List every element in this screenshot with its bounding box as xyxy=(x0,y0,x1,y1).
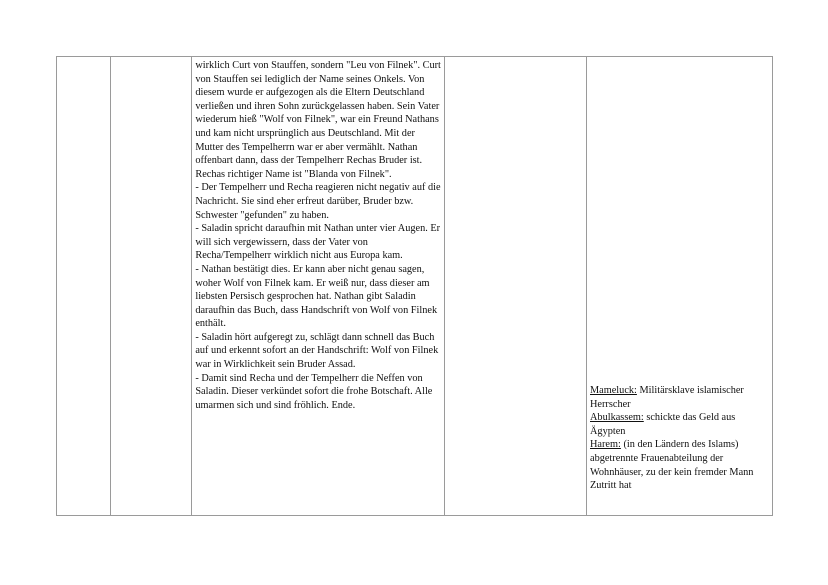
glossary-definition: schickte das Geld aus Ägypten xyxy=(590,412,736,437)
glossary-entry xyxy=(590,384,769,411)
summary-paragraph: wirklich Curt von Stauffen, sondern "Leu von Filnek". Curt von Stauffen sei lediglich der Name seines Onkels. Von diesem wurde er aufgezogen als die Eltern Deutschland verließen und ihren Sohn zurückgelassen haben. Sein Vater wiederum hieß "Wolf von Filnek", war ein Freund Nathans und kam nicht ursprünglich aus Deutschland. Mit der Mutter des Tempelherrn war er aber vermählt. Nathan offenbart dann, dass der Tempelherr Rechas Bruder ist. Rechas richtiger Name ist "Blanda von Filnek". xyxy=(195,60,441,180)
empty-cell-1 xyxy=(57,57,111,516)
glossary-term: Mameluck: xyxy=(590,385,637,396)
content-table xyxy=(56,56,773,516)
glossary-term: Abulkassem: xyxy=(590,412,644,424)
glossary-entry xyxy=(590,438,769,492)
summary-paragraph: - Nathan bestätigt dies. Er kann aber nicht genau sagen, woher Wolf von Filnek kam. Er weiß nur, dass dieser am liebsten Persisch gesprochen hat. Nathan gibt Saladin daraufhin das Buch, dass Handschrift von Wolf von Filnek enthält. xyxy=(195,263,438,330)
glossary-definition: Militärsklave islamischer Herrscher xyxy=(590,385,744,410)
glossary-cell xyxy=(587,57,773,516)
table-row xyxy=(57,57,773,516)
summary-paragraph: - Saladin spricht daraufhin mit Nathan unter vier Augen. Er will sich vergewissern, dass der Vater von Recha/Tempelherr wirklich nicht aus Europa kam. xyxy=(195,223,441,262)
glossary-definition: (in den Ländern des Islams) abgetrennte Frauenabteilung der Wohnhäuser, zu der kein fremder Mann Zutritt hat xyxy=(590,439,754,492)
plot-summary-cell xyxy=(192,57,445,516)
summary-paragraph: - Damit sind Recha und der Tempelherr die Neffen von Saladin. Dieser verkündet sofort die frohe Botschaft. Alle umarmen sich und sind fröhlich. Ende. xyxy=(195,372,433,411)
empty-cell-2 xyxy=(110,57,192,516)
glossary-term: Harem: xyxy=(590,439,621,451)
glossary-entry xyxy=(590,411,769,438)
empty-cell-4 xyxy=(445,57,587,516)
summary-paragraph: - Der Tempelherr und Recha reagieren nicht negativ auf die Nachricht. Sie sind eher erfreut darüber, Bruder bzw. Schwester "gefunden" zu haben. xyxy=(195,182,441,221)
glossary-list xyxy=(590,59,769,493)
summary-paragraph: - Saladin hört aufgeregt zu, schlägt dann schnell das Buch auf und erkennt sofort an der Handschrift: Wolf von Filnek war in Wirklichkeit sein Bruder Assad. xyxy=(195,331,439,371)
